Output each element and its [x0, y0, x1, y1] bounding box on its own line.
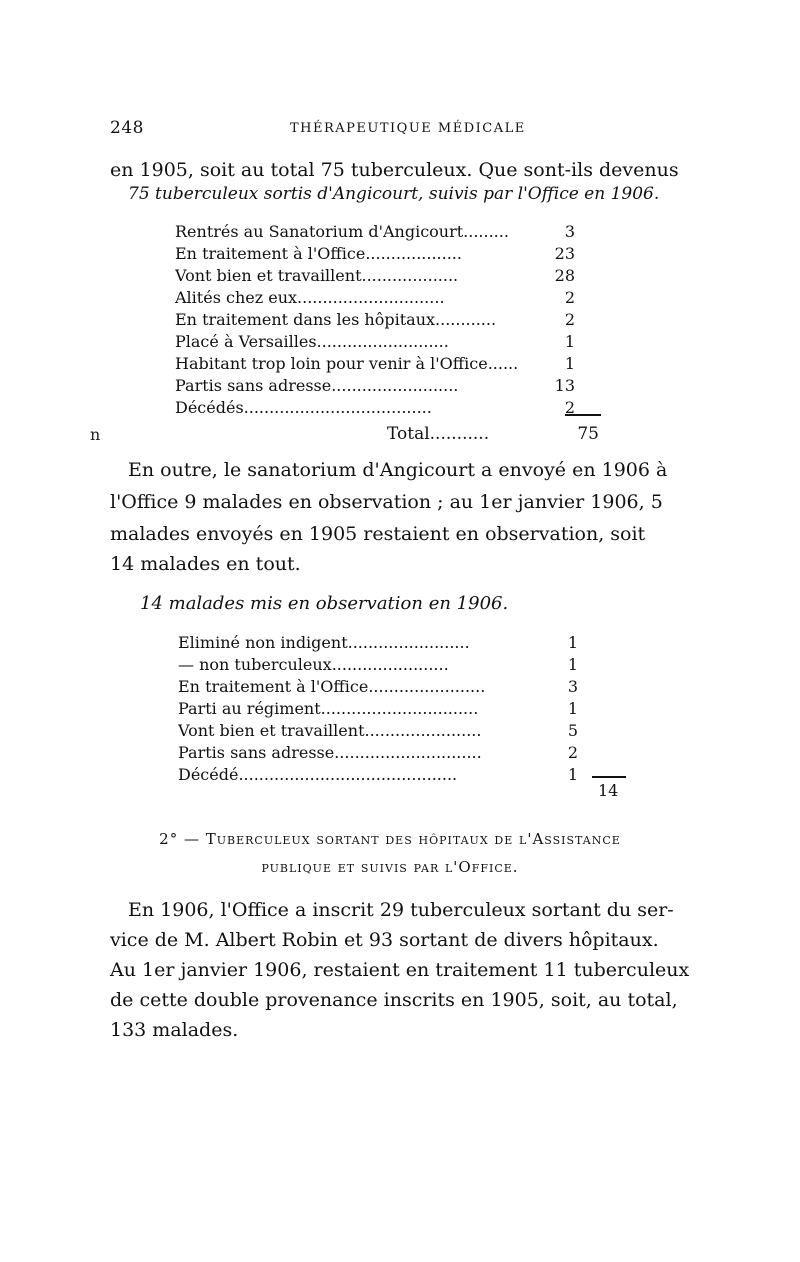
table1-total-label: Total...........	[387, 424, 490, 444]
table1-row-value: 2	[564, 310, 575, 329]
paragraph2-line-4: 14 malades en tout.	[110, 553, 301, 575]
total-rule-2	[592, 776, 626, 778]
paragraph3-line-1: En 1906, l'Office a inscrit 29 tuberculeux sortant du ser-	[128, 899, 674, 921]
table1-total-value: 75	[577, 424, 599, 444]
table2-row-label: Parti au régiment...............................	[178, 699, 479, 718]
table2-row-label: — non tuberculeux.......................	[178, 655, 449, 674]
table2-row	[178, 698, 578, 720]
table1-row	[175, 353, 575, 375]
table1-row	[175, 397, 575, 419]
table1-row-label: En traitement dans les hôpitaux............	[175, 310, 497, 329]
observation-subheading: 14 malades mis en observation en 1906.	[140, 593, 509, 614]
table2-row	[178, 632, 578, 654]
table2-row-value: 1	[567, 655, 578, 674]
table2-row-value: 2	[567, 743, 578, 762]
table1-row	[175, 375, 575, 397]
table2-row-value: 5	[567, 721, 578, 740]
section-heading-line-2: publique et suivis par l'Office.	[261, 858, 519, 876]
table2-row	[178, 654, 578, 676]
total-rule	[565, 414, 601, 416]
intro-line-2: 75 tuberculeux sortis d'Angicourt, suivis par l'Office en 1906.	[128, 184, 660, 204]
stray-mark: n	[90, 425, 101, 444]
paragraph2-line-2: l'Office 9 malades en observation ; au 1er janvier 1906, 5	[110, 491, 663, 513]
table1-row-value: 3	[564, 222, 575, 241]
table1-row-value: 2	[564, 288, 575, 307]
table1-row	[175, 243, 575, 265]
table1-row-value: 28	[554, 266, 575, 285]
table1-row-value: 1	[564, 332, 575, 351]
page-number: 248	[110, 118, 144, 138]
table2-row	[178, 720, 578, 742]
table2-row-label: Vont bien et travaillent.......................	[178, 721, 482, 740]
paragraph2-line-1: En outre, le sanatorium d'Angicourt a envoyé en 1906 à	[128, 459, 668, 481]
table1-row-label: Rentrés au Sanatorium d'Angicourt.........	[175, 222, 509, 241]
table2-row-value: 1	[567, 633, 578, 652]
table2-row-value: 1	[567, 765, 578, 784]
table1-row-value: 2	[564, 398, 575, 417]
table2-row-value: 1	[567, 699, 578, 718]
observation-table	[178, 632, 578, 786]
paragraph3-line-5: 133 malades.	[110, 1019, 239, 1041]
table1-row-value: 1	[564, 354, 575, 373]
paragraph3-line-4: de cette double provenance inscrits en 1905, soit, au total,	[110, 989, 678, 1011]
table1-row-value: 23	[554, 244, 575, 263]
table1-row-label: Habitant trop loin pour venir à l'Office......	[175, 354, 519, 373]
paragraph2-line-3: malades envoyés en 1905 restaient en observation, soit	[110, 523, 646, 545]
table2-row	[178, 676, 578, 698]
table1-row	[175, 287, 575, 309]
table2-row-label: En traitement à l'Office.......................	[178, 677, 486, 696]
table2-row-label: Décédé...........................................	[178, 765, 458, 784]
table1-row-value: 13	[554, 376, 575, 395]
table1-row-label: Placé à Versailles..........................	[175, 332, 449, 351]
paragraph3-line-3: Au 1er janvier 1906, restaient en traitement 11 tuberculeux	[110, 959, 690, 981]
table1-row	[175, 331, 575, 353]
section-heading-line-1: 2° — Tuberculeux sortant des hôpitaux de l'Assistance	[159, 830, 621, 848]
table2-row-label: Eliminé non indigent........................	[178, 633, 470, 652]
table2-row-value: 3	[567, 677, 578, 696]
page-header	[110, 118, 670, 142]
table1-total-row	[387, 422, 599, 446]
table2-row	[178, 742, 578, 764]
table1-row-label: Décédés.....................................	[175, 398, 432, 417]
table2-total-value: 14	[598, 781, 619, 800]
table1-row	[175, 265, 575, 287]
paragraph3-line-2: vice de M. Albert Robin et 93 sortant de divers hôpitaux.	[110, 929, 659, 951]
table2-row-label: Partis sans adresse.............................	[178, 743, 482, 762]
intro-line-1: en 1905, soit au total 75 tuberculeux. Que sont-ils devenus	[110, 159, 679, 181]
table1-row-label: Partis sans adresse.........................	[175, 376, 459, 395]
table1-row	[175, 309, 575, 331]
outcomes-table-angicourt	[175, 221, 575, 419]
table1-row-label: Vont bien et travaillent...................	[175, 266, 459, 285]
table1-row-label: En traitement à l'Office...................	[175, 244, 462, 263]
table1-row-label: Alités chez eux.............................	[175, 288, 445, 307]
table2-row	[178, 764, 578, 786]
table1-row	[175, 221, 575, 243]
running-title: THÉRAPEUTIQUE MÉDICALE	[290, 121, 526, 136]
